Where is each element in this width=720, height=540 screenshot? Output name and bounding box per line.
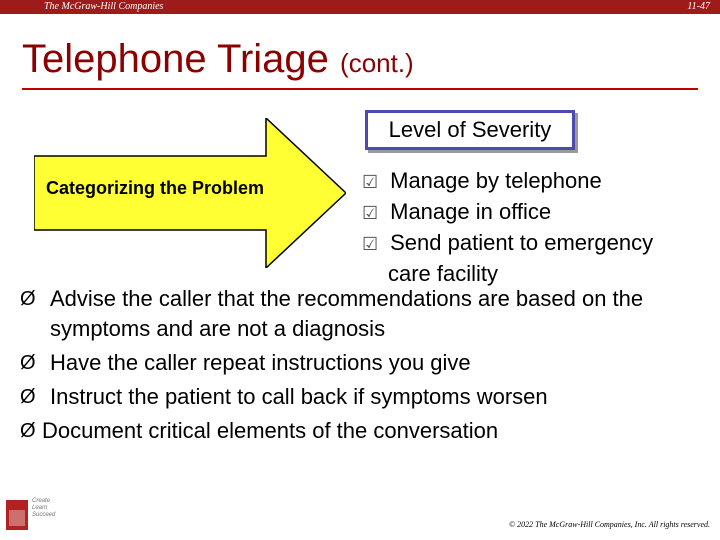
list-item xyxy=(20,348,700,378)
checkbox-icon: ☑ xyxy=(362,234,379,254)
severity-item-text: care facility xyxy=(388,261,499,286)
arrow-bullet-icon: Ø xyxy=(20,386,36,408)
list-item xyxy=(362,166,653,197)
arrow-bullet-icon: Ø xyxy=(20,352,36,374)
severity-item-text: Send patient to emergency xyxy=(390,230,654,255)
bullet-text: Advise the caller that the recommendations are based on the symptoms and are not a diagnosis xyxy=(50,286,644,341)
slide-title xyxy=(22,36,414,86)
checkbox-icon: ☑ xyxy=(362,172,379,192)
checkbox-icon: ☑ xyxy=(362,203,379,223)
header-bar xyxy=(0,0,720,14)
brand-name: The McGraw-Hill Companies xyxy=(44,1,164,12)
severity-item-text: Manage by telephone xyxy=(390,168,602,193)
severity-list xyxy=(362,166,653,288)
arrow-label: Categorizing the Problem xyxy=(46,178,265,198)
list-item xyxy=(362,197,653,228)
logo-tagline: Create Learn Succeed xyxy=(32,498,56,518)
list-item xyxy=(362,228,653,259)
bullet-text: Document critical elements of the conversation xyxy=(42,418,499,443)
bullet-text: Have the caller repeat instructions you give xyxy=(50,350,471,375)
publisher-logo xyxy=(6,494,62,538)
title-divider xyxy=(22,88,698,90)
list-item xyxy=(20,416,700,446)
bullet-text: Instruct the patient to call back if symptoms worsen xyxy=(50,384,548,409)
arrow-bullet-icon: Ø xyxy=(20,288,36,310)
list-item xyxy=(20,382,700,412)
arrow-bullet-icon: Ø xyxy=(20,420,36,442)
copyright-notice: © 2022 The McGraw-Hill Companies, Inc. All rights reserved. xyxy=(509,520,710,529)
severity-box: Level of Severity xyxy=(365,110,575,150)
title-suffix: (cont.) xyxy=(340,48,414,78)
logo-mark-icon xyxy=(6,500,28,530)
slide-number: 11-47 xyxy=(687,1,710,12)
list-item xyxy=(20,284,700,344)
title-main: Telephone Triage xyxy=(22,37,329,81)
severity-item-text: Manage in office xyxy=(390,199,552,224)
bullet-list xyxy=(20,284,700,450)
